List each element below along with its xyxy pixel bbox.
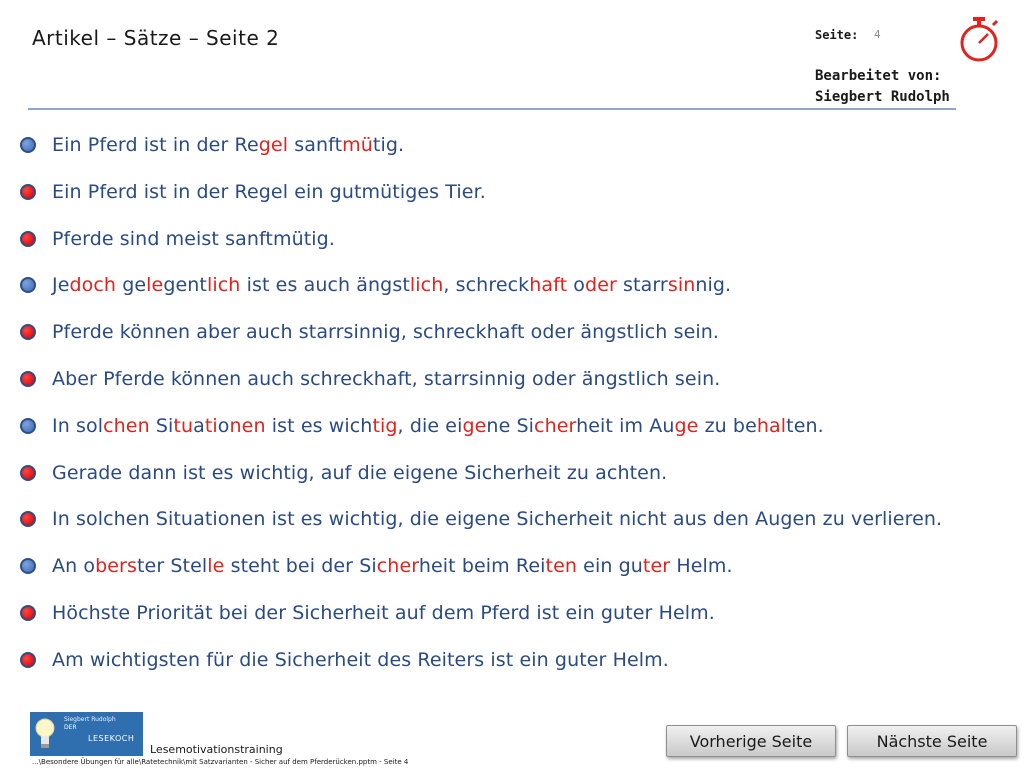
sentence-text [52, 649, 669, 671]
page-title: Artikel – Sätze – Seite 2 [32, 26, 280, 50]
sentence-row[interactable] [20, 640, 1020, 680]
text-segment: ge [116, 274, 147, 297]
sentence-text [52, 321, 719, 343]
highlighted-syllable: tig [372, 414, 398, 437]
text-segment: , schreck [443, 274, 530, 297]
sentence-row[interactable] [20, 172, 1020, 212]
text-segment: ter Stel [136, 555, 208, 578]
highlighted-syllable: ter [642, 555, 671, 578]
text-segment: heit im Au [576, 414, 675, 437]
sentence-text [52, 602, 715, 624]
highlighted-syllable: tu [173, 414, 194, 437]
text-segment: Je [52, 274, 70, 297]
highlighted-syllable: ge [674, 414, 699, 437]
sentence-text [52, 555, 733, 577]
next-page-button[interactable]: Nächste Seite [847, 725, 1017, 757]
logo-der: DER [64, 724, 77, 731]
red-bullet-icon[interactable] [20, 184, 36, 200]
sentence-text [52, 274, 731, 296]
sentence-text [52, 368, 720, 390]
text-segment: steht bei der Si [224, 555, 377, 578]
highlighted-syllable: bers [95, 555, 137, 578]
text-segment: In solchen Situationen ist es wichtig, die eigene Sicherheit nicht aus den Augen zu verlieren. [52, 508, 943, 531]
text-segment: sanft [288, 134, 343, 156]
highlighted-syllable: sin [667, 274, 696, 297]
page-number: 4 [874, 28, 881, 41]
highlighted-syllable: nen [229, 414, 266, 437]
text-segment: Pferde können aber auch starrsinnig, schreckhaft oder ängstlich sein. [52, 321, 720, 344]
text-segment: heit beim Rei [418, 555, 546, 578]
file-path: ...\Besondere Übungen für alle\Ratetechnik\mit Satzvarianten - Sicher auf dem Pferderücken.pptm - Seite 4 [32, 758, 409, 766]
sentence-row[interactable] [20, 499, 1020, 539]
page-number-label: Seite: [815, 28, 859, 42]
highlighted-syllable: ten [545, 555, 578, 578]
highlighted-syllable: haft [529, 274, 568, 297]
text-segment: ein gu [577, 555, 643, 578]
text-segment: In sol [52, 414, 104, 437]
sentence-text [52, 508, 942, 530]
highlighted-syllable: ti [204, 414, 218, 437]
author-block [815, 66, 950, 108]
text-segment: Helm. [670, 555, 733, 578]
text-segment: Si [149, 414, 174, 437]
text-segment: Ein Pferd ist in der Re [52, 134, 259, 156]
highlighted-syllable: doch [69, 274, 117, 297]
text-segment: zu be [698, 414, 757, 437]
highlighted-syllable: hal [756, 414, 787, 437]
sentence-row[interactable] [20, 265, 1020, 305]
sentence-row[interactable] [20, 406, 1020, 446]
red-bullet-icon[interactable] [20, 324, 36, 340]
highlighted-syllable: cher [376, 555, 419, 578]
sentence-text [52, 181, 486, 203]
red-bullet-icon[interactable] [20, 511, 36, 527]
red-bullet-icon[interactable] [20, 231, 36, 247]
blue-bullet-icon[interactable] [20, 137, 36, 153]
text-segment: Höchste Priorität bei der Sicherheit auf dem Pferd ist ein guter Helm. [52, 602, 715, 624]
text-segment: nig. [695, 274, 732, 297]
text-segment: Am wichtigsten für die Sicherheit des Reiters ist ein guter Helm. [52, 648, 669, 671]
sentence-text [52, 415, 824, 437]
highlighted-syllable: lich [207, 274, 241, 297]
highlighted-syllable: le [146, 274, 164, 297]
sentence-row[interactable] [20, 359, 1020, 399]
highlighted-syllable: chen [103, 414, 150, 437]
sentence-text [52, 462, 667, 484]
text-segment: Ein Pferd ist in der Regel ein gutmütiges Tier. [52, 180, 486, 203]
sentence-row[interactable] [20, 125, 1020, 165]
sentence-text [52, 228, 335, 250]
highlighted-syllable: der [585, 274, 617, 297]
author-name: Siegbert Rudolph [815, 89, 950, 105]
logo-name: LESEKOCH [88, 734, 135, 743]
text-segment: o [567, 274, 586, 297]
highlighted-syllable: le [207, 555, 225, 578]
text-segment: o [217, 414, 230, 437]
sentence-row[interactable] [20, 312, 1020, 352]
author-label: Bearbeitet von: [815, 68, 942, 84]
text-segment: starr [616, 274, 668, 297]
header-divider [28, 108, 956, 110]
text-segment: An o [52, 555, 96, 578]
red-bullet-icon[interactable] [20, 605, 36, 621]
logo-author: Siegbert Rudolph [64, 716, 116, 723]
sentence-row[interactable] [20, 593, 1020, 633]
logo [30, 712, 143, 756]
text-segment: ten. [786, 414, 824, 437]
text-segment: ist es wich [265, 414, 373, 437]
text-segment: gent [163, 274, 207, 297]
highlighted-syllable: ge [462, 414, 487, 437]
sentence-text [52, 134, 404, 156]
blue-bullet-icon[interactable] [20, 418, 36, 434]
text-segment: Gerade dann ist es wichtig, auf die eigene Sicherheit zu achten. [52, 461, 668, 484]
blue-bullet-icon[interactable] [20, 277, 36, 293]
highlighted-syllable: lich [409, 274, 444, 297]
highlighted-syllable: cher [534, 414, 577, 437]
text-segment: , die ei [397, 414, 463, 437]
sentence-row[interactable] [20, 546, 1020, 586]
blue-bullet-icon[interactable] [20, 558, 36, 574]
text-segment: Pferde sind meist sanftmütig. [52, 227, 335, 250]
red-bullet-icon[interactable] [20, 371, 36, 387]
previous-page-button[interactable]: Vorherige Seite [666, 725, 836, 757]
sentence-row[interactable] [20, 219, 1020, 259]
text-segment: ne Si [486, 414, 535, 437]
stopwatch-icon[interactable] [956, 16, 1002, 64]
text-segment: a [193, 414, 205, 437]
red-bullet-icon[interactable] [20, 652, 36, 668]
text-segment: Aber Pferde können auch schreckhaft, starrsinnig oder ängstlich sein. [52, 368, 721, 390]
course-title: Lesemotivationstraining [150, 743, 283, 756]
text-segment: ist es auch ängst [240, 274, 410, 297]
highlighted-syllable: mü [342, 134, 373, 156]
red-bullet-icon[interactable] [20, 465, 36, 481]
highlighted-syllable: gel [258, 134, 289, 156]
lightbulb-icon [34, 716, 56, 752]
sentence-row[interactable] [20, 453, 1020, 493]
text-segment: tig. [372, 134, 405, 156]
